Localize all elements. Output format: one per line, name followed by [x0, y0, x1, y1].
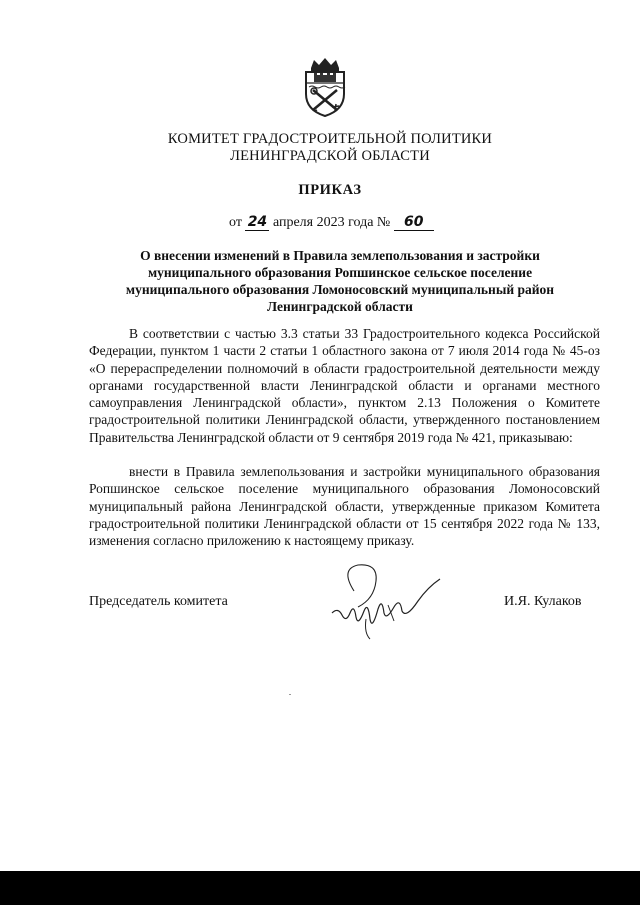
- date-line: [229, 215, 434, 231]
- coat-of-arms-icon: [301, 56, 349, 118]
- handwritten-order-number: 60: [394, 215, 434, 231]
- handwritten-day: 24: [245, 215, 269, 231]
- date-month-year: апреля 2023 года №: [272, 215, 391, 230]
- organization-name-line1: КОМИТЕТ ГРАДОСТРОИТЕЛЬНОЙ ПОЛИТИКИ: [167, 131, 493, 147]
- body-paragraph-basis: В соответствии с частью 3.3 статьи 33 Градостроительного кодекса Российской Федерации, пунктом 1 части 2 статьи 1 областного закона от 7 июля 2014 года № 45-оз «О перераспределении полномочий в области градостроительной деятельности между органами государственной власти Ленинградской области и органами местного самоуправления Ленинградской области», пунктом 2.13 Положения о Комитете градостроительной политики Ленинградской области, утвержденного постановлением Правительства Ленинградской области от 9 сентября 2019 года № 421, приказываю:: [89, 326, 600, 445]
- handwritten-signature-icon: [328, 561, 448, 643]
- signatory-name: И.Я. Кулаков: [504, 594, 582, 609]
- document-type-heading: ПРИКАЗ: [298, 182, 362, 198]
- scan-bottom-border: [0, 871, 640, 905]
- order-title: О внесении изменений в Правила землепользования и застройки муниципального образования Ропшинское сельское поселение муниципального образования Ломоносовский муниципальный район Ленинградской области: [125, 248, 555, 314]
- scan-speck: [289, 694, 291, 695]
- body-paragraph-directive: внести в Правила землепользования и застройки муниципального образования Ропшинское сельское поселение муниципального образования Ломоносовский муниципальный района Ленинградской области, утвержденные приказом Комитета градостроительной политики Ленинградской области от 15 сентября 2022 года № 133, изменения согласно приложению к настоящему приказу.: [89, 464, 600, 549]
- date-prefix: от: [229, 215, 242, 230]
- organization-name-line2: ЛЕНИНГРАДСКОЙ ОБЛАСТИ: [230, 148, 430, 164]
- signatory-role: Председатель комитета: [89, 594, 228, 609]
